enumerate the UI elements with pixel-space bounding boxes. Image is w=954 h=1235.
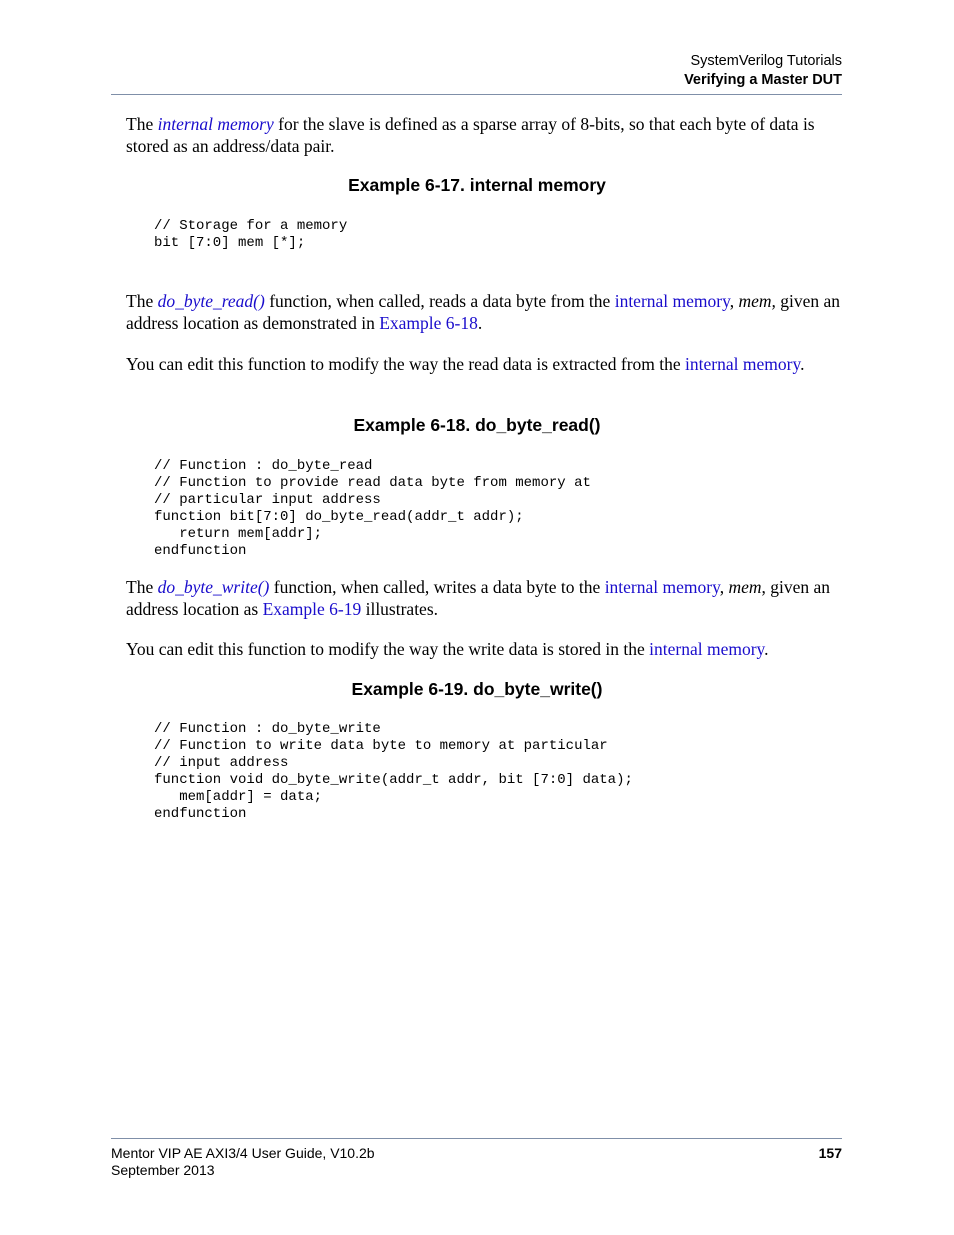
link-internal-memory[interactable]: internal memory — [685, 354, 801, 374]
footer-date: September 2013 — [111, 1162, 215, 1178]
footer-rule — [111, 1138, 842, 1139]
link-example-6-19[interactable]: Example 6-19 — [262, 599, 362, 619]
paragraph-do-byte-write: The do_byte_write() function, when called, writes a data byte to the internal memory, mem, given an address location as Example 6-19 illustrates. — [126, 577, 831, 619]
example-6-17-title: Example 6-17. internal memory — [348, 175, 606, 195]
paragraph-edit-read: You can edit this function to modify the way the read data is extracted from the internal memory. — [126, 354, 805, 374]
link-example-6-18[interactable]: Example 6-18 — [379, 313, 478, 333]
example-6-18-title: Example 6-18. do_byte_read() — [353, 415, 601, 435]
example-6-19-title: Example 6-19. do_byte_write() — [351, 679, 603, 699]
link-do-byte-read[interactable]: do_byte_read() — [157, 291, 265, 311]
example-6-17-code: // Storage for a memory bit [7:0] mem [*]; — [154, 218, 348, 251]
paragraph-do-byte-read: The do_byte_read() function, when called, reads a data byte from the internal memory, mem, given an address location as demonstrated in Example 6-18. — [126, 291, 841, 333]
example-6-19-code: // Function : do_byte_write // Function to write data byte to memory at particular // input address function void do_byte_write(addr_t addr, bit [7:0] data); mem[addr] = data; endfunction — [154, 721, 633, 822]
header-rule — [111, 94, 842, 95]
example-6-18-code: // Function : do_byte_read // Function to provide read data byte from memory at // particular input address function bit[7:0] do_byte_read(addr_t addr); return mem[addr]; endfunction — [154, 458, 591, 559]
link-internal-memory[interactable]: internal memory — [604, 577, 720, 597]
header-chapter: SystemVerilog Tutorials — [690, 53, 842, 69]
page-number: 157 — [818, 1145, 842, 1161]
link-internal-memory[interactable]: internal memory — [614, 291, 730, 311]
paragraph-internal-memory: The internal memory for the slave is defined as a sparse array of 8-bits, so that each byte of data is stored as an address/data pair. — [126, 114, 815, 156]
header-section: Verifying a Master DUT — [684, 72, 842, 88]
link-internal-memory[interactable]: internal memory — [157, 114, 274, 134]
link-internal-memory[interactable]: internal memory — [649, 639, 765, 659]
link-do-byte-write[interactable]: do_byte_write() — [157, 577, 270, 597]
paragraph-edit-write: You can edit this function to modify the way the write data is stored in the internal memory. — [126, 639, 769, 659]
footer-doc-title: Mentor VIP AE AXI3/4 User Guide, V10.2b — [111, 1145, 375, 1161]
running-header — [684, 52, 842, 90]
footer — [111, 1145, 375, 1179]
